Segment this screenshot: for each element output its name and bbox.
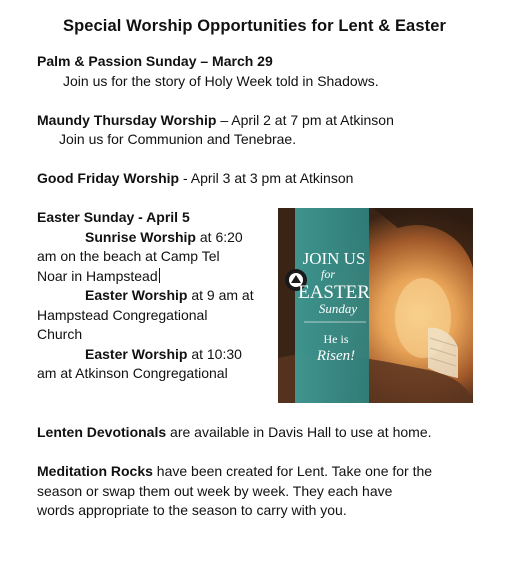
sunrise-line-1 bbox=[85, 228, 243, 248]
good-friday-heading: Good Friday Worship bbox=[37, 170, 180, 186]
sunrise-line-3 bbox=[37, 267, 160, 287]
easter-9am-line-3: Church bbox=[37, 326, 83, 342]
text-cursor bbox=[159, 268, 160, 283]
devotionals-line bbox=[37, 423, 432, 443]
rocks-line-1 bbox=[37, 462, 432, 482]
easter-1030-line-1 bbox=[85, 345, 242, 365]
easter-poster-image bbox=[278, 208, 473, 403]
easter-9am-label: Easter Worship bbox=[85, 287, 188, 303]
rocks-label: Meditation Rocks bbox=[37, 463, 153, 479]
palm-sunday-detail: Join us for the story of Holy Week told in Shadows. bbox=[63, 73, 379, 89]
page-title: Special Worship Opportunities for Lent & Easter bbox=[62, 17, 447, 35]
rocks-text-1: have been created for Lent. Take one for the bbox=[152, 463, 433, 479]
maundy-thursday-heading: Maundy Thursday Worship bbox=[37, 112, 217, 128]
poster-line-sunday: Sunday bbox=[318, 301, 358, 316]
maundy-thursday-when: – April 2 at 7 pm at Atkinson bbox=[216, 112, 394, 128]
good-friday-when: - April 3 at 3 pm at Atkinson bbox=[179, 170, 354, 186]
sunrise-time: at 6:20 bbox=[195, 229, 243, 245]
easter-9am-time: at 9 am at bbox=[187, 287, 254, 303]
easter-9am-line-2: Hampstead Congregational bbox=[37, 307, 208, 323]
rocks-line-2: season or swap them out week by week. They each have bbox=[37, 483, 393, 499]
easter-tomb-illustration bbox=[278, 208, 473, 403]
palm-sunday-heading: Palm & Passion Sunday – March 29 bbox=[37, 53, 273, 69]
easter-9am-line-1 bbox=[85, 286, 254, 306]
easter-sunday-heading: Easter Sunday - April 5 bbox=[37, 209, 190, 225]
poster-line-easter: EASTER bbox=[298, 282, 370, 303]
devotionals-label: Lenten Devotionals bbox=[37, 424, 167, 440]
poster-line-he-is: He is bbox=[323, 332, 349, 346]
easter-1030-time: at 10:30 bbox=[187, 346, 242, 362]
poster-line-for: for bbox=[320, 267, 336, 281]
devotionals-text: are available in Davis Hall to use at home. bbox=[166, 424, 432, 440]
poster-line-join-us: JOIN US bbox=[302, 249, 366, 268]
sunrise-location: Noar in Hampstead bbox=[37, 268, 158, 284]
sunrise-line-2: am on the beach at Camp Tel bbox=[37, 248, 220, 264]
rocks-line-3: words appropriate to the season to carry with you. bbox=[37, 502, 347, 518]
maundy-thursday-detail: Join us for Communion and Tenebrae. bbox=[59, 131, 297, 147]
poster-line-risen: Risen! bbox=[316, 348, 356, 364]
maundy-thursday-line bbox=[37, 111, 394, 131]
good-friday-line bbox=[37, 169, 353, 189]
easter-1030-label: Easter Worship bbox=[85, 346, 188, 362]
easter-1030-line-2: am at Atkinson Congregational bbox=[37, 365, 228, 381]
sunrise-worship-label: Sunrise Worship bbox=[85, 229, 196, 245]
